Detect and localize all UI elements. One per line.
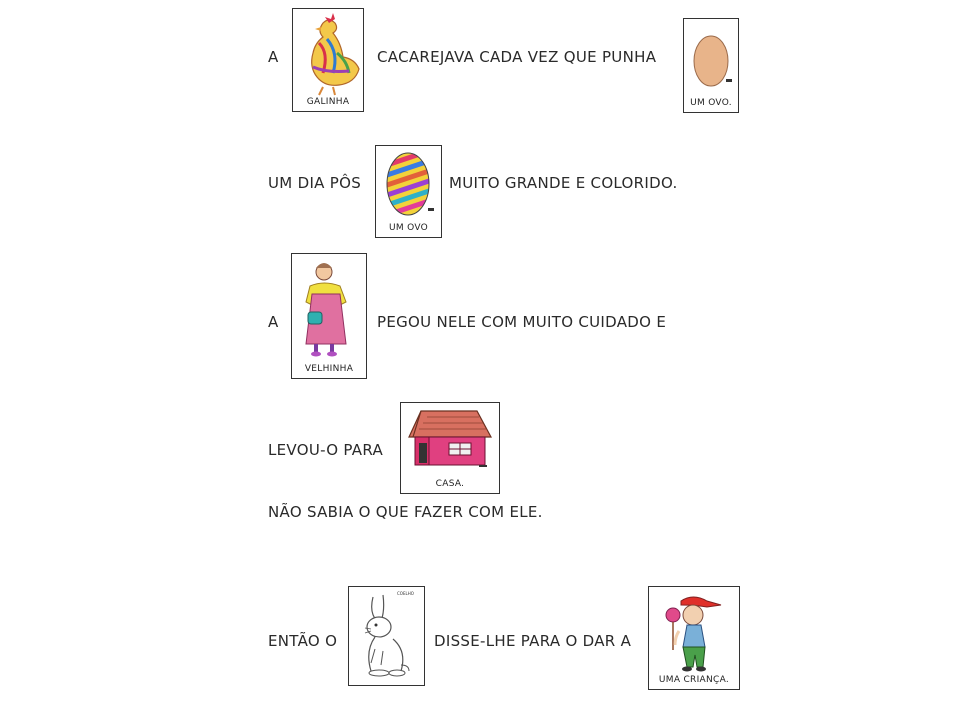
old-woman-icon bbox=[292, 254, 368, 380]
text-levou-o-para: LEVOU-O PARA bbox=[268, 441, 384, 459]
card-coelho bbox=[348, 586, 425, 686]
text-muito-grande: MUITO GRANDE E COLORIDO. bbox=[449, 174, 678, 192]
card-label-galinha: GALINHA bbox=[306, 97, 350, 107]
card-um-ovo-colorido bbox=[375, 145, 442, 238]
card-um-ovo-plain bbox=[683, 18, 739, 113]
card-label-casa: CASA. bbox=[435, 479, 465, 489]
text-a-2: A bbox=[268, 313, 279, 331]
card-label-um-ovo-2: UM OVO bbox=[388, 223, 429, 233]
card-velhinha bbox=[291, 253, 367, 379]
card-galinha bbox=[292, 8, 364, 112]
text-a-1: A bbox=[268, 48, 279, 66]
card-label-crianca: UMA CRIANÇA. bbox=[658, 675, 730, 685]
text-pegou-nele: PEGOU NELE COM MUITO CUIDADO E bbox=[377, 313, 667, 331]
card-label-um-ovo-1: UM OVO. bbox=[690, 98, 732, 108]
text-nao-sabia: NÃO SABIA O QUE FAZER COM ELE. bbox=[268, 503, 543, 521]
card-casa bbox=[400, 402, 500, 494]
text-disse-lhe: DISSE-LHE PARA O DAR A bbox=[434, 632, 632, 650]
card-crianca bbox=[648, 586, 740, 690]
text-um-dia-pos: UM DIA PÔS bbox=[268, 174, 362, 192]
rabbit-icon bbox=[349, 587, 426, 687]
text-cacarejava: CACAREJAVA CADA VEZ QUE PUNHA bbox=[377, 48, 657, 66]
card-label-coelho: COELHO bbox=[397, 591, 414, 596]
text-entao-o: ENTÃO O bbox=[268, 632, 338, 650]
card-label-velhinha: VELHINHA bbox=[304, 364, 354, 374]
